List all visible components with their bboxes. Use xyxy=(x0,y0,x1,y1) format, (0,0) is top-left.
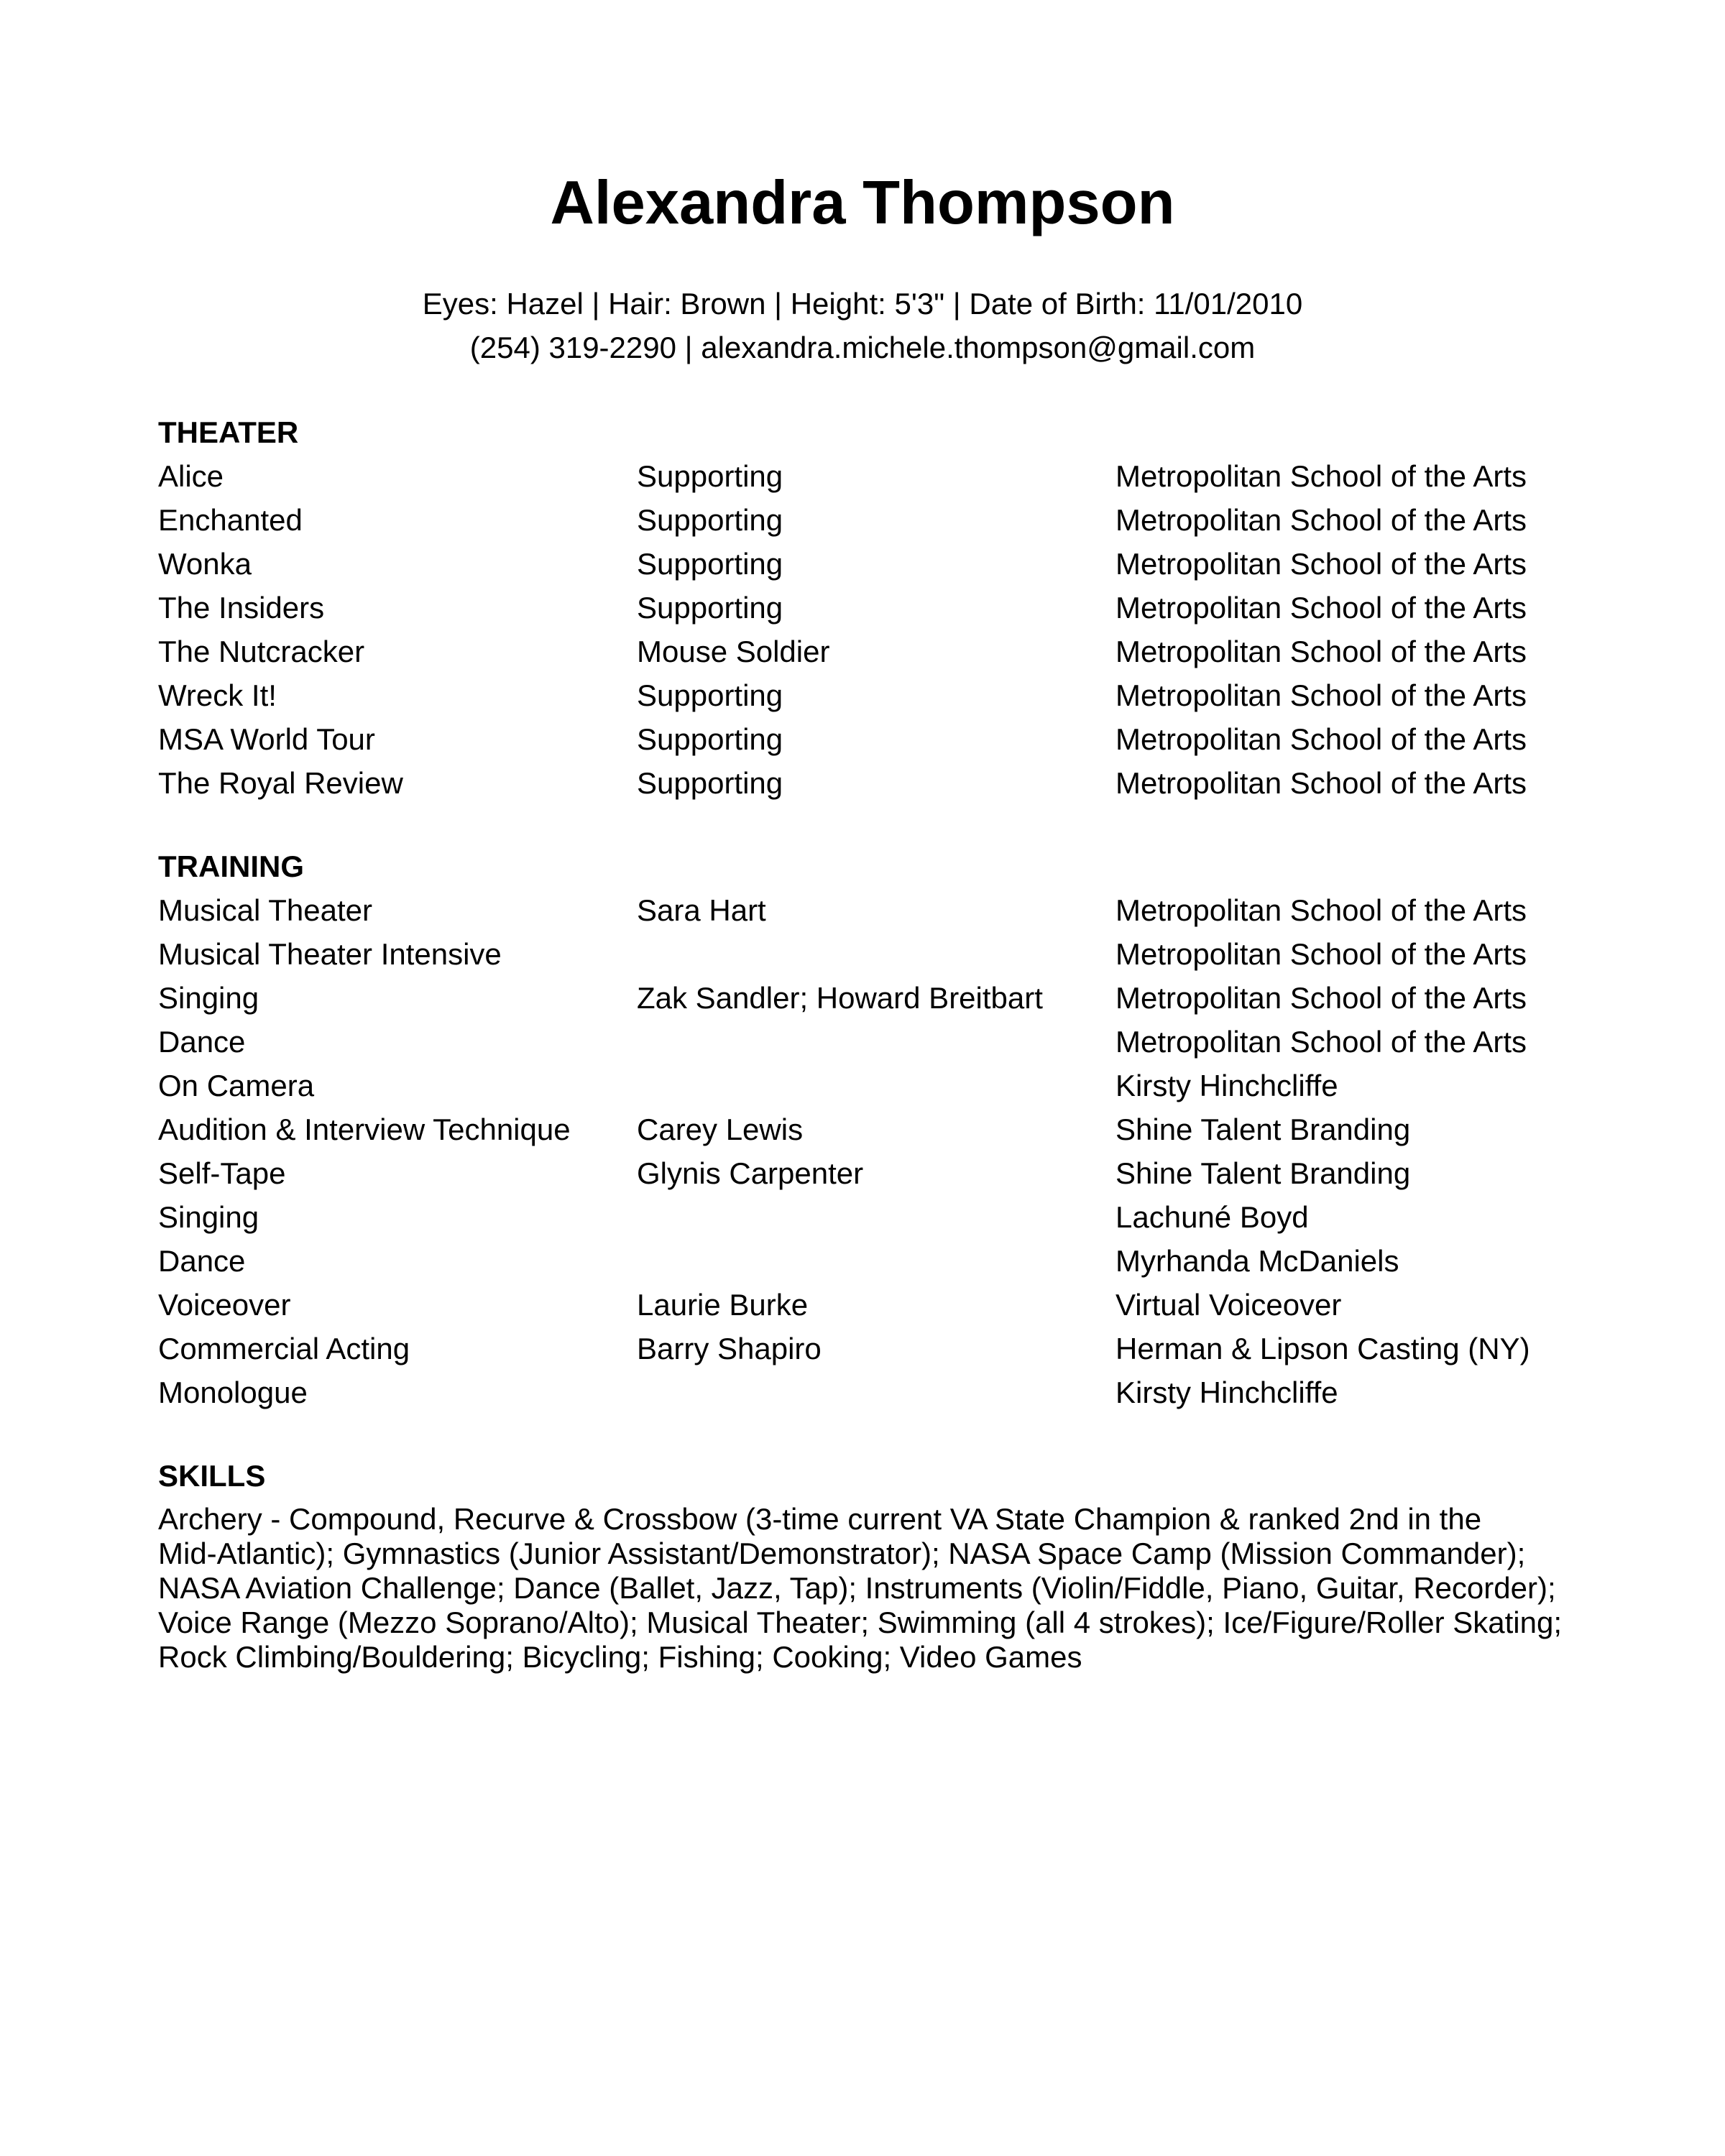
training-school: Kirsty Hinchcliffe xyxy=(1116,1069,1338,1102)
training-subject: Singing xyxy=(158,1200,259,1234)
training-row xyxy=(158,1107,1596,1151)
theater-row xyxy=(158,542,1596,586)
training-school: Shine Talent Branding xyxy=(1116,1156,1411,1190)
contact-line: (254) 319-2290 | alexandra.michele.thompson@gmail.com xyxy=(469,331,1256,364)
training-row xyxy=(158,932,1596,976)
training-instructor: Barry Shapiro xyxy=(637,1332,822,1365)
theater-venue: Metropolitan School of the Arts xyxy=(1116,459,1527,493)
theater-row xyxy=(158,761,1596,805)
training-row xyxy=(158,976,1596,1020)
training-row xyxy=(158,1327,1596,1370)
training-instructor: Sara Hart xyxy=(637,893,766,927)
theater-row xyxy=(158,717,1596,761)
theater-row xyxy=(158,498,1596,542)
training-row xyxy=(158,1370,1596,1414)
training-subject: Audition & Interview Technique xyxy=(158,1112,571,1146)
theater-role: Supporting xyxy=(637,503,783,537)
theater-venue: Metropolitan School of the Arts xyxy=(1116,766,1527,800)
theater-title: The Nutcracker xyxy=(158,635,365,668)
theater-role: Supporting xyxy=(637,591,783,625)
training-subject: Musical Theater xyxy=(158,893,373,927)
theater-heading: THEATER xyxy=(158,415,299,449)
training-school: Shine Talent Branding xyxy=(1116,1112,1411,1146)
theater-title: The Insiders xyxy=(158,591,325,625)
training-subject: Self-Tape xyxy=(158,1156,286,1190)
training-school: Metropolitan School of the Arts xyxy=(1116,981,1527,1015)
theater-title: MSA World Tour xyxy=(158,722,375,756)
skills-line: Archery - Compound, Recurve & Crossbow (3-time current VA State Champion & ranked 2nd in the xyxy=(158,1502,1482,1536)
theater-venue: Metropolitan School of the Arts xyxy=(1116,547,1527,581)
training-row xyxy=(158,1064,1596,1107)
theater-role: Supporting xyxy=(637,678,783,712)
training-school: Myrhanda McDaniels xyxy=(1116,1244,1399,1278)
theater-row xyxy=(158,454,1596,498)
training-row xyxy=(158,888,1596,932)
training-subject: Singing xyxy=(158,981,259,1015)
theater-venue: Metropolitan School of the Arts xyxy=(1116,503,1527,537)
training-subject: On Camera xyxy=(158,1069,315,1102)
training-subject: Musical Theater Intensive xyxy=(158,937,502,971)
skills-line: NASA Aviation Challenge; Dance (Ballet, Jazz, Tap); Instruments (Violin/Fiddle, Piano, Guitar, Recorder); xyxy=(158,1571,1556,1605)
theater-title: Wonka xyxy=(158,547,252,581)
training-subject: Dance xyxy=(158,1025,246,1059)
theater-row xyxy=(158,673,1596,717)
skills-line: Mid-Atlantic); Gymnastics (Junior Assistant/Demonstrator); NASA Space Camp (Mission Commander); xyxy=(158,1537,1526,1570)
training-school: Metropolitan School of the Arts xyxy=(1116,1025,1527,1059)
training-school: Virtual Voiceover xyxy=(1116,1288,1342,1322)
theater-role: Supporting xyxy=(637,766,783,800)
training-subject: Dance xyxy=(158,1244,246,1278)
theater-venue: Metropolitan School of the Arts xyxy=(1116,635,1527,668)
training-row xyxy=(158,1283,1596,1327)
theater-role: Supporting xyxy=(637,722,783,756)
training-subject: Commercial Acting xyxy=(158,1332,410,1365)
training-subject: Voiceover xyxy=(158,1288,291,1322)
training-school: Metropolitan School of the Arts xyxy=(1116,937,1527,971)
training-school: Metropolitan School of the Arts xyxy=(1116,893,1527,927)
training-heading: TRAINING xyxy=(158,849,304,883)
theater-title: The Royal Review xyxy=(158,766,403,800)
training-subject: Monologue xyxy=(158,1376,308,1409)
training-school: Lachuné Boyd xyxy=(1116,1200,1309,1234)
training-school: Herman & Lipson Casting (NY) xyxy=(1116,1332,1530,1365)
theater-role: Supporting xyxy=(637,547,783,581)
actor-name: Alexandra Thompson xyxy=(550,169,1175,237)
training-instructor: Carey Lewis xyxy=(637,1112,804,1146)
training-row xyxy=(158,1239,1596,1283)
theater-title: Enchanted xyxy=(158,503,303,537)
theater-role: Mouse Soldier xyxy=(637,635,830,668)
training-row xyxy=(158,1151,1596,1195)
training-school: Kirsty Hinchcliffe xyxy=(1116,1376,1338,1409)
theater-title: Alice xyxy=(158,459,224,493)
theater-venue: Metropolitan School of the Arts xyxy=(1116,678,1527,712)
training-instructor: Glynis Carpenter xyxy=(637,1156,864,1190)
training-row xyxy=(158,1195,1596,1239)
theater-row xyxy=(158,586,1596,630)
training-instructor: Laurie Burke xyxy=(637,1288,809,1322)
skills-line: Voice Range (Mezzo Soprano/Alto); Musical Theater; Swimming (all 4 strokes); Ice/Figure/Roller Skating; xyxy=(158,1606,1563,1639)
skills-line: Rock Climbing/Bouldering; Bicycling; Fishing; Cooking; Video Games xyxy=(158,1640,1082,1674)
theater-venue: Metropolitan School of the Arts xyxy=(1116,722,1527,756)
training-instructor: Zak Sandler; Howard Breitbart xyxy=(637,981,1043,1015)
physical-attributes-line: Eyes: Hazel | Hair: Brown | Height: 5'3" | Date of Birth: 11/01/2010 xyxy=(422,287,1303,321)
theater-title: Wreck It! xyxy=(158,678,277,712)
theater-role: Supporting xyxy=(637,459,783,493)
skills-paragraph xyxy=(158,1502,1588,1674)
theater-venue: Metropolitan School of the Arts xyxy=(1116,591,1527,625)
skills-heading: SKILLS xyxy=(158,1459,266,1493)
theater-row xyxy=(158,630,1596,673)
training-row xyxy=(158,1020,1596,1064)
